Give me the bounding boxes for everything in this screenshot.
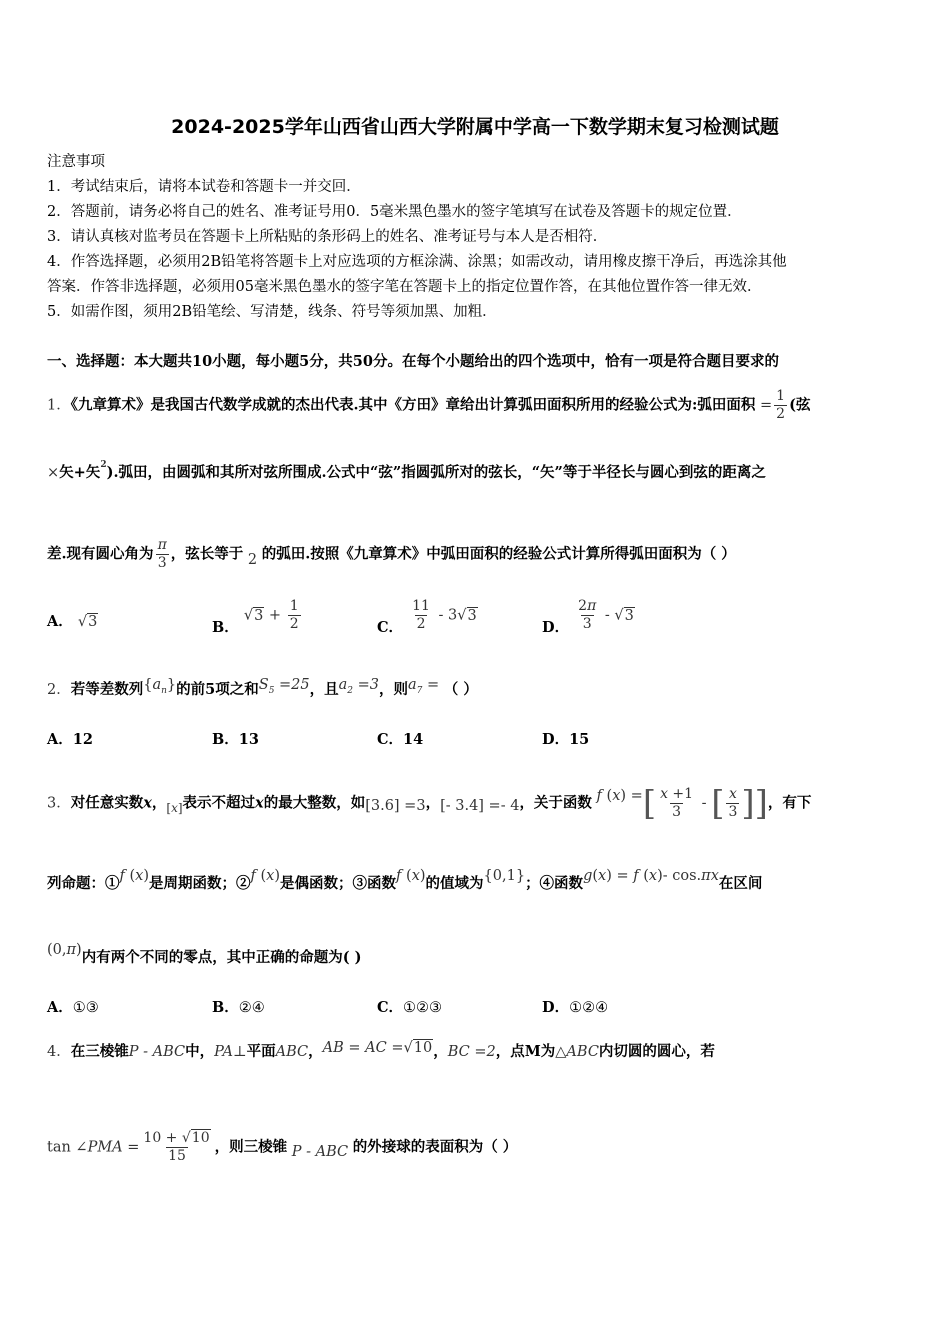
notice-item-2: 2．答题前，请务必将自己的姓名、准考证号用0．5毫米黑色墨水的签字笔填写在试卷及答题卡的规定位置． <box>47 204 742 220</box>
q1-option-b[interactable]: B． √3 + $\frac{1}{2}$ <box>212 598 299 636</box>
q1-option-a[interactable]: A． √3 <box>47 613 98 630</box>
question-3-line-1: 3．对任意实数x，$_{[x]}$表示不超过x的最大整数，如[3.6] =3，[- 3.4] =- 4，关于函数 f (x) =[ $\frac{x +1}{3}$ - [ $\frac{x}{3}$ ]]，有下 <box>47 783 812 824</box>
q1-option-d[interactable]: D． $\frac{2\pi}{3}$ - √3 <box>542 598 634 636</box>
question-3-line-2: 列命题：①f (x)是周期函数；②f (x)是偶函数；③函数f (x)的值域为{0,1}；④函数g(x) = f (x)- cos.πx在区间 <box>47 868 763 892</box>
question-4-line-2: tan ∠PMA = $\frac{10 + √10}{15}$ ，则三棱锥 P - ABC 的外接球的表面积为（ ） <box>47 1130 518 1164</box>
q3-option-a[interactable]: A．①③ <box>47 999 99 1016</box>
question-number: 1． <box>47 397 71 414</box>
q2-option-a[interactable]: A．12 <box>47 731 93 748</box>
notice-heading: 注意事项 <box>47 154 105 170</box>
question-4-line-1: 4．在三棱锥P - ABC中，PA⊥平面ABC，AB = AC =√10，BC =2，点M为△ABC内切圆的圆心，若 <box>47 1040 715 1060</box>
q3-option-b[interactable]: B．②④ <box>212 999 265 1016</box>
question-1-line-2: ×矢+矢$^2$).弧田，由圆弧和其所对弦所围成.公式中“弦”指圆弧所对的弦长，“矢”等于半径长与圆心到弦的距离之 <box>47 460 766 481</box>
times-sign: × <box>47 465 60 481</box>
q2-option-d[interactable]: D．15 <box>542 731 590 748</box>
question-1-line-3: 差.现有圆心角为 $\frac{\pi}{3}$ ，弦长等于 2 的弧田.按照《九章算术》中弧田面积的经验公式计算所得弧田面积为（ ） <box>47 537 736 571</box>
notice-item-1: 1．考试结束后，请将本试卷和答题卡一并交回． <box>47 179 361 195</box>
q3-option-d[interactable]: D．①②④ <box>542 999 609 1016</box>
q3-option-c[interactable]: C．①②③ <box>377 999 443 1016</box>
notice-item-3: 3．请认真核对监考员在答题卡上所粘贴的条形码上的姓名、准考证号与本人是否相符． <box>47 229 608 245</box>
question-3-line-3: (0,π)内有两个不同的零点，其中正确的命题为( ) <box>47 942 362 966</box>
notice-item-5: 5．如需作图，须用2B铅笔绘、写清楚，线条、符号等须加黑、加粗． <box>47 304 497 320</box>
fraction-one-half: $\frac{1}{2}$ <box>776 388 786 422</box>
fraction-pi-over-3: $\frac{\pi}{3}$ <box>157 537 167 571</box>
page-title: 2024-2025学年山西省山西大学附属中学高一下数学期末复习检测试题 <box>171 116 779 138</box>
notice-item-4-cont: 答案．作答非选择题，必须用05毫米黑色墨水的签字笔在答题卡上的指定位置作答，在其他位置作答一律无效． <box>47 279 762 295</box>
section-heading: 一、选择题：本大题共10小题，每小题5分，共50分。在每个小题给出的四个选项中，恰有一项是符合题目要求的 <box>47 353 779 370</box>
question-1-line-1: 1．《九章算术》是我国古代数学成就的杰出代表.其中《方田》章给出计算弧田面积所用的经验公式为:弧田面积 = $\frac{1}{2}$ (弦 <box>47 388 811 422</box>
q2-option-c[interactable]: C．14 <box>377 731 424 748</box>
q1-option-c[interactable]: C． $\frac{11}{2}$ - 3√3 <box>377 598 477 636</box>
notice-item-4: 4．作答选择题，必须用2B铅笔将答题卡上对应选项的方框涂满、涂黑；如需改动，请用橡皮擦干净后，再选涂其他 <box>47 254 787 270</box>
q2-option-b[interactable]: B．13 <box>212 731 259 748</box>
question-2: 2．若等差数列$\{a_n\}$的前5项之和$S_5 =25$，且$a_2 =3$，则$a_7$ = （ ） <box>47 677 478 698</box>
